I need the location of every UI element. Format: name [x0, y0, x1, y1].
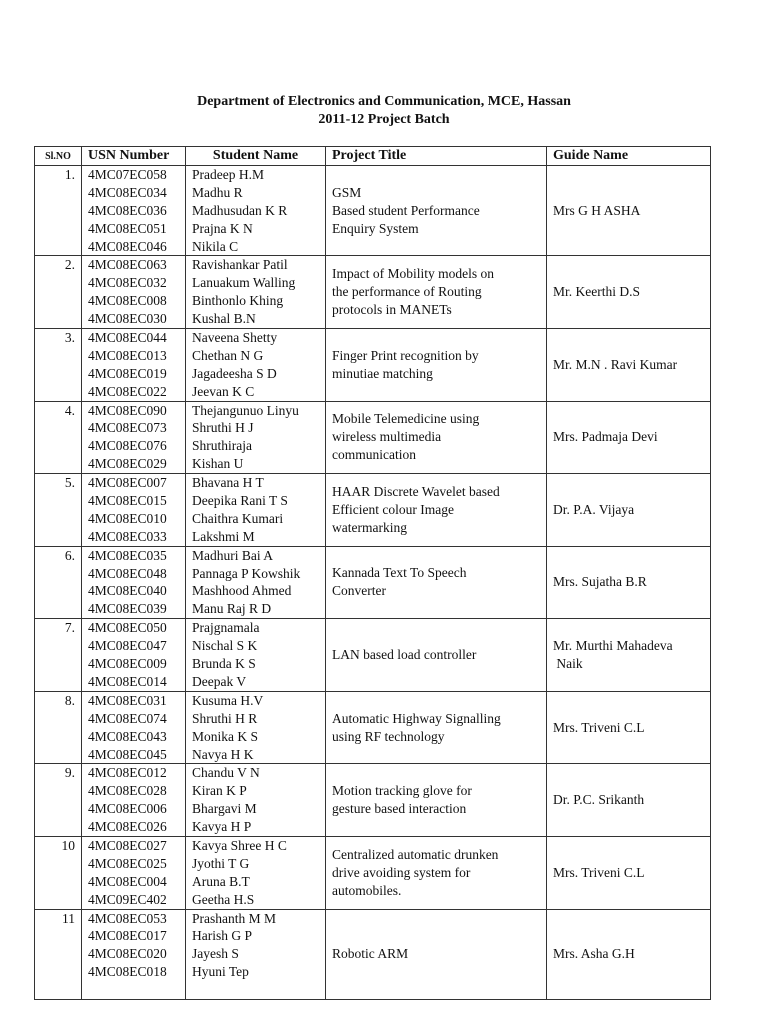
student-names-cell: [186, 474, 326, 547]
project-title-cell: [326, 836, 547, 909]
serial-number: 9.: [64, 765, 75, 781]
table-row: [35, 619, 711, 692]
usn-number: 4MC08EC014: [88, 673, 167, 689]
project-batch-table: [34, 146, 711, 1000]
student-name: Deepika Rani T S: [192, 493, 288, 509]
project-title-line: GSM: [332, 184, 362, 200]
student-name: Mashhood Ahmed: [192, 583, 292, 599]
project-title-cell: [326, 909, 547, 999]
student-name: Hyuni Tep: [192, 964, 249, 980]
student-name: Kiran K P: [192, 783, 247, 799]
guide-name-line: Mr. Murthi Mahadeva: [553, 638, 673, 654]
student-name: Monika K S: [192, 728, 259, 744]
usn-number: 4MC08EC017: [88, 928, 167, 944]
project-title-line: protocols in MANETs: [332, 302, 452, 318]
student-name: Jayesh S: [192, 946, 239, 962]
student-names-cell: [186, 691, 326, 764]
student-name: Kushal B.N: [192, 311, 256, 327]
serial-number: 4.: [64, 402, 75, 418]
usn-number: 4MC08EC004: [88, 873, 167, 889]
guide-name-cell: [547, 836, 711, 909]
usn-cell: [82, 836, 186, 909]
project-title-line: Finger Print recognition by: [332, 347, 479, 363]
guide-name-line: Mrs. Triveni C.L: [553, 864, 645, 880]
project-title-line: wireless multimedia: [332, 429, 442, 445]
usn-number: 4MC08EC007: [88, 475, 167, 491]
guide-name-cell: [547, 256, 711, 329]
project-title-line: minutiae matching: [332, 365, 433, 381]
student-names-cell: [186, 619, 326, 692]
usn-cell: [82, 401, 186, 474]
student-name: Thejangunuo Linyu: [192, 402, 299, 418]
student-name: Naveena Shetty: [192, 330, 278, 346]
usn-number: 4MC08EC030: [88, 311, 167, 327]
project-title-cell: [326, 546, 547, 619]
student-name: Jagadeesha S D: [192, 365, 277, 381]
guide-name-cell: [547, 619, 711, 692]
guide-name-line: Mr. M.N . Ravi Kumar: [553, 356, 678, 372]
student-name: Jeevan K C: [192, 383, 255, 399]
student-name: Jyothi T G: [192, 855, 250, 871]
column-header-project-title: Project Title: [326, 147, 547, 166]
guide-name-line: Mrs. Asha G.H: [553, 946, 635, 962]
student-name: Bhargavi M: [192, 801, 257, 817]
project-title-line: drive avoiding system for: [332, 864, 471, 880]
student-names-cell: [186, 401, 326, 474]
guide-name-line: Mrs. Triveni C.L: [553, 719, 645, 735]
serial-number-cell: [35, 166, 82, 256]
usn-number: 4MC08EC033: [88, 528, 167, 544]
project-title-cell: [326, 474, 547, 547]
student-name: Pannaga P Kowshik: [192, 565, 301, 581]
guide-name-line: Mrs. Sujatha B.R: [553, 574, 647, 590]
project-title-line: LAN based load controller: [332, 647, 477, 663]
usn-number: 4MC08EC012: [88, 765, 167, 781]
usn-number: 4MC08EC019: [88, 365, 167, 381]
student-name: Geetha H.S: [192, 891, 255, 907]
serial-number-cell: [35, 256, 82, 329]
usn-number: 4MC08EC047: [88, 638, 167, 654]
usn-number: 4MC08EC039: [88, 601, 167, 617]
student-name: Bhavana H T: [192, 475, 264, 491]
serial-number: 3.: [64, 330, 75, 346]
usn-number: 4MC08EC027: [88, 837, 167, 853]
table-header-row: [35, 147, 711, 166]
project-title-line: Robotic ARM: [332, 946, 409, 962]
column-header-slno: Sl.NO: [35, 147, 82, 166]
serial-number: 10: [61, 837, 75, 853]
student-names-cell: [186, 546, 326, 619]
table-row: [35, 474, 711, 547]
usn-number: 4MC08EC013: [88, 347, 167, 363]
usn-number: 4MC08EC090: [88, 402, 167, 418]
project-title-cell: [326, 166, 547, 256]
project-title-line: communication: [332, 447, 416, 463]
student-name: Binthonlo Khing: [192, 293, 284, 309]
student-name: Ravishankar Patil: [192, 257, 288, 273]
student-name: Nikila C: [192, 238, 239, 254]
usn-number: 4MC08EC073: [88, 420, 167, 436]
project-title-cell: [326, 691, 547, 764]
student-names-cell: [186, 836, 326, 909]
usn-number: 4MC08EC063: [88, 257, 167, 273]
student-name: Nischal S K: [192, 638, 258, 654]
project-title-line: Converter: [332, 583, 386, 599]
project-title-line: Efficient colour Image: [332, 501, 454, 517]
usn-number: 4MC08EC020: [88, 946, 167, 962]
serial-number-cell: [35, 401, 82, 474]
serial-number: 11: [62, 910, 75, 926]
usn-number: 4MC08EC050: [88, 620, 167, 636]
table-row: [35, 166, 711, 256]
usn-number: 4MC08EC035: [88, 547, 167, 563]
usn-number: 4MC07EC058: [88, 167, 167, 182]
guide-name-cell: [547, 909, 711, 999]
usn-number: 4MC08EC045: [88, 746, 167, 762]
student-name: Deepak V: [192, 673, 247, 689]
usn-number: 4MC08EC026: [88, 819, 167, 835]
student-name: Shruthi H R: [192, 710, 258, 726]
project-title-line: Mobile Telemedicine using: [332, 411, 480, 427]
table-row: [35, 764, 711, 837]
guide-name-cell: [547, 401, 711, 474]
student-name: Kusuma H.V: [192, 692, 264, 708]
usn-cell: [82, 474, 186, 547]
student-name: Lanuakum Walling: [192, 275, 296, 291]
student-name: Harish G P: [192, 928, 252, 944]
guide-name-cell: [547, 474, 711, 547]
serial-number-cell: [35, 836, 82, 909]
table-row: [35, 909, 711, 999]
usn-number: 4MC08EC051: [88, 220, 167, 236]
guide-name-line: Mrs G H ASHA: [553, 202, 641, 218]
serial-number-cell: [35, 764, 82, 837]
column-header-usn: USN Number: [82, 147, 186, 166]
usn-number: 4MC08EC044: [88, 330, 167, 346]
guide-name-line: Naik: [553, 656, 583, 672]
student-name: Prajgnamala: [192, 620, 260, 636]
project-title-line: using RF technology: [332, 728, 445, 744]
student-name: Prajna K N: [192, 220, 253, 236]
project-title-line: Centralized automatic drunken: [332, 846, 499, 862]
project-title-cell: [326, 256, 547, 329]
project-title-line: Automatic Highway Signalling: [332, 710, 501, 726]
project-title-line: the performance of Routing: [332, 284, 482, 300]
usn-cell: [82, 691, 186, 764]
project-title-line: Based student Performance: [332, 202, 480, 218]
student-name: Kishan U: [192, 456, 244, 472]
student-name: Prashanth M M: [192, 910, 276, 926]
usn-number: 4MC08EC009: [88, 656, 167, 672]
table-row: [35, 401, 711, 474]
usn-number: 4MC08EC008: [88, 293, 167, 309]
usn-cell: [82, 329, 186, 402]
document-heading: Department of Electronics and Communication, MCE, Hassan: [197, 94, 571, 109]
student-name: Kavya Shree H C: [192, 837, 287, 853]
guide-name-line: Dr. P.A. Vijaya: [553, 501, 635, 517]
serial-number-cell: [35, 329, 82, 402]
serial-number: 1.: [64, 167, 75, 182]
student-names-cell: [186, 256, 326, 329]
serial-number-cell: [35, 474, 82, 547]
project-title-line: HAAR Discrete Wavelet based: [332, 483, 500, 499]
usn-cell: [82, 619, 186, 692]
usn-number: 4MC08EC018: [88, 964, 167, 980]
student-names-cell: [186, 166, 326, 256]
student-names-cell: [186, 909, 326, 999]
project-title-cell: [326, 329, 547, 402]
usn-number: 4MC08EC029: [88, 456, 167, 472]
column-header-guide-name: Guide Name: [547, 147, 711, 166]
guide-name-cell: [547, 546, 711, 619]
table-row: [35, 836, 711, 909]
student-name: Pradeep H.M: [192, 167, 264, 182]
usn-number: 4MC08EC040: [88, 583, 167, 599]
usn-number: 4MC08EC036: [88, 202, 167, 218]
usn-number: 4MC08EC025: [88, 855, 167, 871]
usn-cell: [82, 546, 186, 619]
usn-cell: [82, 256, 186, 329]
usn-number: 4MC08EC043: [88, 728, 167, 744]
serial-number-cell: [35, 909, 82, 999]
guide-name-line: Dr. P.C. Srikanth: [553, 792, 645, 808]
guide-name-cell: [547, 691, 711, 764]
student-name: Aruna B.T: [192, 873, 250, 889]
student-name: Manu Raj R D: [192, 601, 272, 617]
guide-name-cell: [547, 764, 711, 837]
student-name: Madhusudan K R: [192, 202, 288, 218]
usn-cell: [82, 909, 186, 999]
student-name: Lakshmi M: [192, 528, 255, 544]
table-row: [35, 256, 711, 329]
column-header-student-name: Student Name: [186, 147, 326, 166]
table-row: [35, 691, 711, 764]
table-body: [35, 166, 711, 1000]
serial-number: 6.: [64, 547, 75, 563]
serial-number: 2.: [64, 257, 75, 273]
student-names-cell: [186, 329, 326, 402]
serial-number: 5.: [64, 475, 75, 491]
usn-number: 4MC08EC032: [88, 275, 167, 291]
project-title-cell: [326, 619, 547, 692]
project-title-line: Kannada Text To Speech: [332, 565, 467, 581]
usn-cell: [82, 166, 186, 256]
student-name: Chethan N G: [192, 347, 264, 363]
project-title-line: Impact of Mobility models on: [332, 266, 494, 282]
usn-number: 4MC08EC046: [88, 238, 167, 254]
student-name: Madhuri Bai A: [192, 547, 273, 563]
project-title-cell: [326, 401, 547, 474]
project-title-line: Motion tracking glove for: [332, 783, 472, 799]
usn-number: 4MC08EC015: [88, 493, 167, 509]
usn-number: 4MC08EC074: [88, 710, 167, 726]
serial-number-cell: [35, 619, 82, 692]
guide-name-line: Mrs. Padmaja Devi: [553, 429, 658, 445]
table-row: [35, 329, 711, 402]
project-title-cell: [326, 764, 547, 837]
usn-number: 4MC08EC053: [88, 910, 167, 926]
student-name: Madhu R: [192, 184, 243, 200]
guide-name-cell: [547, 166, 711, 256]
usn-number: 4MC08EC006: [88, 801, 167, 817]
table-row: [35, 546, 711, 619]
project-title-line: Enquiry System: [332, 220, 419, 236]
guide-name-line: Mr. Keerthi D.S: [553, 284, 640, 300]
student-name: Navya H K: [192, 746, 254, 762]
usn-cell: [82, 764, 186, 837]
student-name: Kavya H P: [192, 819, 252, 835]
student-names-cell: [186, 764, 326, 837]
student-name: Brunda K S: [192, 656, 256, 672]
serial-number: 7.: [64, 620, 75, 636]
usn-number: 4MC09EC402: [88, 891, 167, 907]
serial-number-cell: [35, 691, 82, 764]
usn-number: 4MC08EC031: [88, 692, 167, 708]
serial-number: 8.: [64, 692, 75, 708]
usn-number: 4MC08EC010: [88, 510, 167, 526]
usn-number: 4MC08EC028: [88, 783, 167, 799]
project-title-line: watermarking: [332, 519, 407, 535]
document-subheading: 2011-12 Project Batch: [318, 112, 450, 127]
usn-number: 4MC08EC034: [88, 184, 167, 200]
student-name: Shruthiraja: [192, 438, 252, 454]
usn-number: 4MC08EC076: [88, 438, 167, 454]
usn-number: 4MC08EC048: [88, 565, 167, 581]
guide-name-cell: [547, 329, 711, 402]
project-title-line: gesture based interaction: [332, 801, 467, 817]
student-name: Shruthi H J: [192, 420, 254, 436]
usn-number: 4MC08EC022: [88, 383, 167, 399]
project-title-line: automobiles.: [332, 882, 402, 898]
serial-number-cell: [35, 546, 82, 619]
student-name: Chaithra Kumari: [192, 510, 284, 526]
student-name: Chandu V N: [192, 765, 260, 781]
